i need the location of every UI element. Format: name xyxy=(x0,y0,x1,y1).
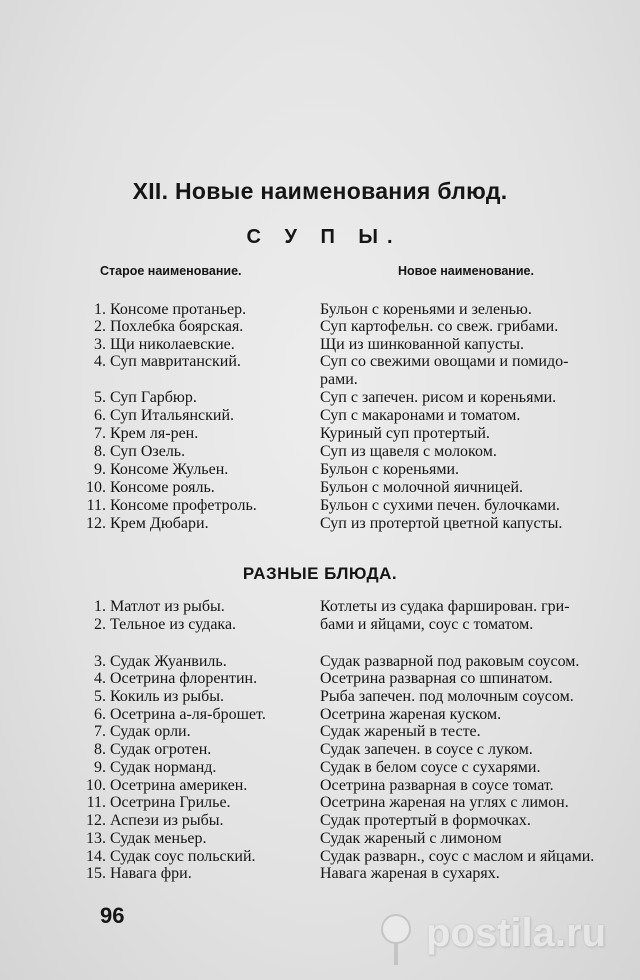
new-name: Осетрина жареная куском. xyxy=(320,706,502,723)
item-number: 3. xyxy=(94,336,106,353)
old-name: Тельное из судака. xyxy=(110,616,237,633)
item-number: 3. xyxy=(94,653,106,670)
item-number: 1. xyxy=(94,301,106,318)
list-row xyxy=(0,616,640,633)
old-name: Консоме Жульен. xyxy=(110,461,229,478)
item-number: 8. xyxy=(94,741,106,758)
item-number: 6. xyxy=(94,706,106,723)
item-number: 10. xyxy=(86,777,106,794)
item-number: 11. xyxy=(86,794,106,811)
old-name: Осетрина а-ля-брошет. xyxy=(110,706,266,723)
item-number: 12. xyxy=(86,515,106,532)
list-row xyxy=(0,830,640,847)
old-name: Консоме профетроль. xyxy=(110,497,257,514)
old-name: Осетрина флорентин. xyxy=(110,670,258,687)
list-row xyxy=(0,653,640,670)
item-number: 1. xyxy=(94,598,106,615)
item-number: 15. xyxy=(86,865,106,882)
new-name: Судак в белом соусе с сухарями. xyxy=(320,759,541,776)
watermark-logo xyxy=(372,905,640,980)
list-row xyxy=(0,371,640,388)
old-name: Осетрина америкен. xyxy=(110,777,248,794)
new-name: Рыба запечен. под молочным соусом. xyxy=(320,688,574,705)
new-name: Судак жареный в тесте. xyxy=(320,723,481,740)
new-name: Щи из шинкованной капусты. xyxy=(320,336,524,353)
item-number: 12. xyxy=(86,812,106,829)
list-row xyxy=(0,812,640,829)
new-name: Судак протертый в формочках. xyxy=(320,812,531,829)
list-row xyxy=(0,794,640,811)
list-row xyxy=(0,443,640,460)
item-number: 10. xyxy=(86,479,106,496)
old-name: Навага фри. xyxy=(110,865,192,882)
list-row xyxy=(0,407,640,424)
item-number: 9. xyxy=(94,461,106,478)
item-number: 2. xyxy=(94,318,106,335)
new-name: Бульон с кореньями и зеленью. xyxy=(320,301,532,318)
old-name: Консоме рояль. xyxy=(110,479,215,496)
list-row xyxy=(0,389,640,406)
list-row xyxy=(0,425,640,442)
old-name: Судак огротен. xyxy=(110,741,212,758)
list-row xyxy=(0,318,640,335)
section-title-misc: РАЗНЫЕ БЛЮДА. xyxy=(242,564,398,583)
item-number: 4. xyxy=(94,670,106,687)
list-row xyxy=(0,353,640,370)
item-number: 2. xyxy=(94,616,106,633)
old-name: Кокиль из рыбы. xyxy=(110,688,225,705)
new-name: Суп из протертой цветной капусты. xyxy=(320,515,563,532)
new-name: Суп картофельн. со свеж. грибами. xyxy=(320,318,559,335)
old-name: Судак норманд. xyxy=(110,759,217,776)
old-name: Суп Итальянский. xyxy=(110,407,235,424)
new-name: Осетрина разварная со шпинатом. xyxy=(320,670,553,687)
old-name: Судак меньер. xyxy=(110,830,207,847)
new-name: Судак жареный с лимоном xyxy=(320,830,502,847)
new-name: Куриный суп протертый. xyxy=(320,425,490,442)
list-row xyxy=(0,479,640,496)
new-name: бами и яйцами, соус с томатом. xyxy=(320,616,534,633)
old-name: Суп Озель. xyxy=(110,443,186,460)
item-number: 5. xyxy=(94,688,106,705)
old-name: Суп мавританский. xyxy=(110,353,241,370)
watermark-text: postila.ru xyxy=(426,911,607,955)
item-number: 7. xyxy=(94,723,106,740)
list-row xyxy=(0,598,640,615)
new-name: Суп со свежими овощами и помидо- xyxy=(320,353,569,370)
item-number: 9. xyxy=(94,759,106,776)
list-row xyxy=(0,848,640,865)
old-name: Судак соус польский. xyxy=(110,848,256,865)
old-name: Аспези из рыбы. xyxy=(110,812,224,829)
item-number: 8. xyxy=(94,443,106,460)
page-number: 96 xyxy=(100,903,125,928)
list-row xyxy=(0,777,640,794)
new-name: Судак разварной под раковым соусом. xyxy=(320,653,580,670)
old-name: Крем Дюбари. xyxy=(110,515,209,532)
new-name: Судак разварн., соус с маслом и яйцами. xyxy=(320,848,595,865)
old-name: Похлебка боярская. xyxy=(110,318,244,335)
list-row xyxy=(0,723,640,740)
list-row xyxy=(0,706,640,723)
item-number: 11. xyxy=(86,497,106,514)
item-number: 7. xyxy=(94,425,106,442)
old-name: Судак орли. xyxy=(110,723,191,740)
item-number: 13. xyxy=(86,830,106,847)
column-header-old: Старое наименование. xyxy=(100,264,242,278)
new-name: Осетрина жареная на углях с лимон. xyxy=(320,794,569,811)
item-number: 4. xyxy=(94,353,106,370)
new-name: Суп с макаронами и томатом. xyxy=(320,407,521,424)
list-row xyxy=(0,497,640,514)
new-name: Котлеты из судака фарширован. гри- xyxy=(320,598,570,615)
item-number: 14. xyxy=(86,848,106,865)
new-name: Бульон с кореньями. xyxy=(320,461,459,478)
list-row xyxy=(0,301,640,318)
item-number: 5. xyxy=(94,389,106,406)
new-name: рами. xyxy=(320,371,358,388)
list-row xyxy=(0,865,640,882)
new-name: Суп из щавеля с молоком. xyxy=(320,443,497,460)
list-row xyxy=(0,461,640,478)
new-name: Судак запечен. в соусе с луком. xyxy=(320,741,533,758)
new-name: Осетрина разварная в соусе томат. xyxy=(320,777,554,794)
column-header-new: Новое наименование. xyxy=(398,264,534,278)
new-name: Бульон с молочной яичницей. xyxy=(320,479,524,496)
old-name: Щи николаевские. xyxy=(110,336,235,353)
list-row xyxy=(0,741,640,758)
list-row xyxy=(0,515,640,532)
old-name: Судак Жуанвиль. xyxy=(110,653,227,670)
item-number: 6. xyxy=(94,407,106,424)
old-name: Осетрина Грилье. xyxy=(110,794,231,811)
old-name: Матлот из рыбы. xyxy=(110,598,225,615)
list-row xyxy=(0,759,640,776)
list-row xyxy=(0,688,640,705)
new-name: Навага жареная в сухарях. xyxy=(320,865,500,882)
old-name: Суп Гарбюр. xyxy=(110,389,197,406)
list-row xyxy=(0,336,640,353)
section-title-soups: С У П Ы. xyxy=(246,226,402,248)
new-name: Суп с запечен. рисом и кореньями. xyxy=(320,389,557,406)
old-name: Консоме протаньер. xyxy=(110,301,247,318)
new-name: Бульон с сухими печен. булочками. xyxy=(320,497,560,514)
pin-icon xyxy=(372,911,420,967)
list-row xyxy=(0,670,640,687)
chapter-heading: XII. Новые наименования блюд. xyxy=(132,178,508,204)
old-name: Крем ля-рен. xyxy=(110,425,199,442)
